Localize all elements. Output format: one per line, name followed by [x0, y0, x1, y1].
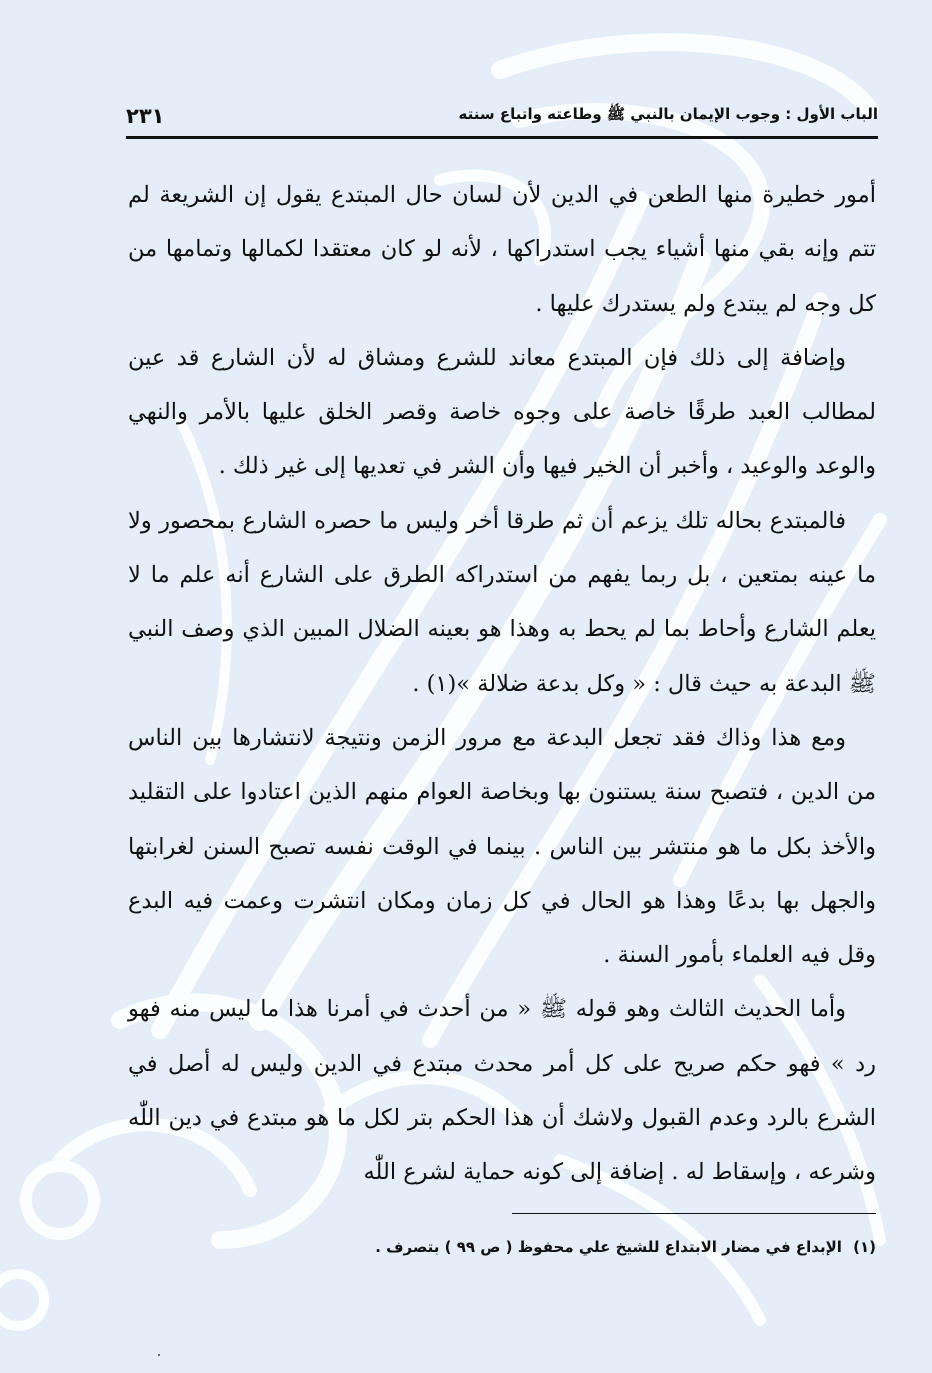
body-text	[128, 168, 876, 1200]
paragraph: ومع هذا وذاك فقد تجعل البدعة مع مرور الزمن ونتيجة لانتشارها بين الناس من الدين ، فتصبح سنة يستنون بها وبخاصة العوام منهم الذين اعتادوا على التقليد والأخذ بكل ما هو منتشر بين الناس . بينما في الوقت نفسه تصبح السنن لغرابتها والجهل بها بدعًا وهذا هو الحال في كل زمان ومكان انتشرت وعمت فيه البدع وقل فيه العلماء بأمور السنة .	[128, 724, 876, 969]
paragraph: وأما الحديث الثالث وهو قوله ﷺ « من أحدث في أمرنا هذا ما ليس منه فهو رد » فهو حكم صريح على كل أمر محدث مبتدع في الدين وليس له أصل في الشرع بالرد وعدم القبول ولاشك أن هذا الحكم بتر لكل ما هو مبتدع في دين اللّٰه وشرعه ، وإسقاط له . إضافة إلى كونه حماية لشرع اللّٰه	[128, 996, 876, 1186]
footnote-rule	[512, 1213, 876, 1214]
scan-speck	[158, 1354, 160, 1356]
paragraph: أمور خطيرة منها الطعن في الدين لأن لسان حال المبتدع يقول إن الشريعة لم تتم وإنه بقي منها أشياء يجب استدراكها ، لأنه لو كان معتقدا لكمالها وتمامها من كل وجه لم يبتدع ولم يستدرك عليها .	[128, 182, 876, 317]
header-rule	[126, 136, 878, 139]
paragraph: وإضافة إلى ذلك فإن المبتدع معاند للشرع ومشاق له لأن الشارع قد عين لمطالب العبد طرقًا خاصة على وجوه خاصة وقصر الخلق عليها بالأمر والنهي والوعد والوعيد ، وأخبر أن الخير فيها وأن الشر في تعديها إلى غير ذلك .	[128, 344, 876, 480]
paragraph: فالمبتدع بحاله تلك يزعم أن ثم طرقا أخر وليس ما حصره الشارع بمحصور ولا ما عينه بمتعين ، بل ربما يفهم من استدراكه الطرق على الشارع أنه علم ما لا يعلم الشارع وأحاط بما لم يحط به وهذا هو بعينه الضلال المبين الذي وصف النبي ﷺ البدعة به حيث قال : « وكل بدعة ضلالة »(١) .	[128, 507, 876, 697]
page-number: ٢٣١	[126, 104, 165, 128]
running-head: الباب الأول : وجوب الإيمان بالنبي ﷺ وطاعته واتباع سنته	[458, 105, 878, 123]
page-header	[126, 96, 878, 136]
footnote-text: الإبداع في مضار الابتداع للشيخ علي محفوظ ( ص ٩٩ ) بتصرف .	[375, 1238, 842, 1256]
footnote	[128, 1232, 876, 1262]
footnote-marker: (١)	[853, 1238, 876, 1256]
